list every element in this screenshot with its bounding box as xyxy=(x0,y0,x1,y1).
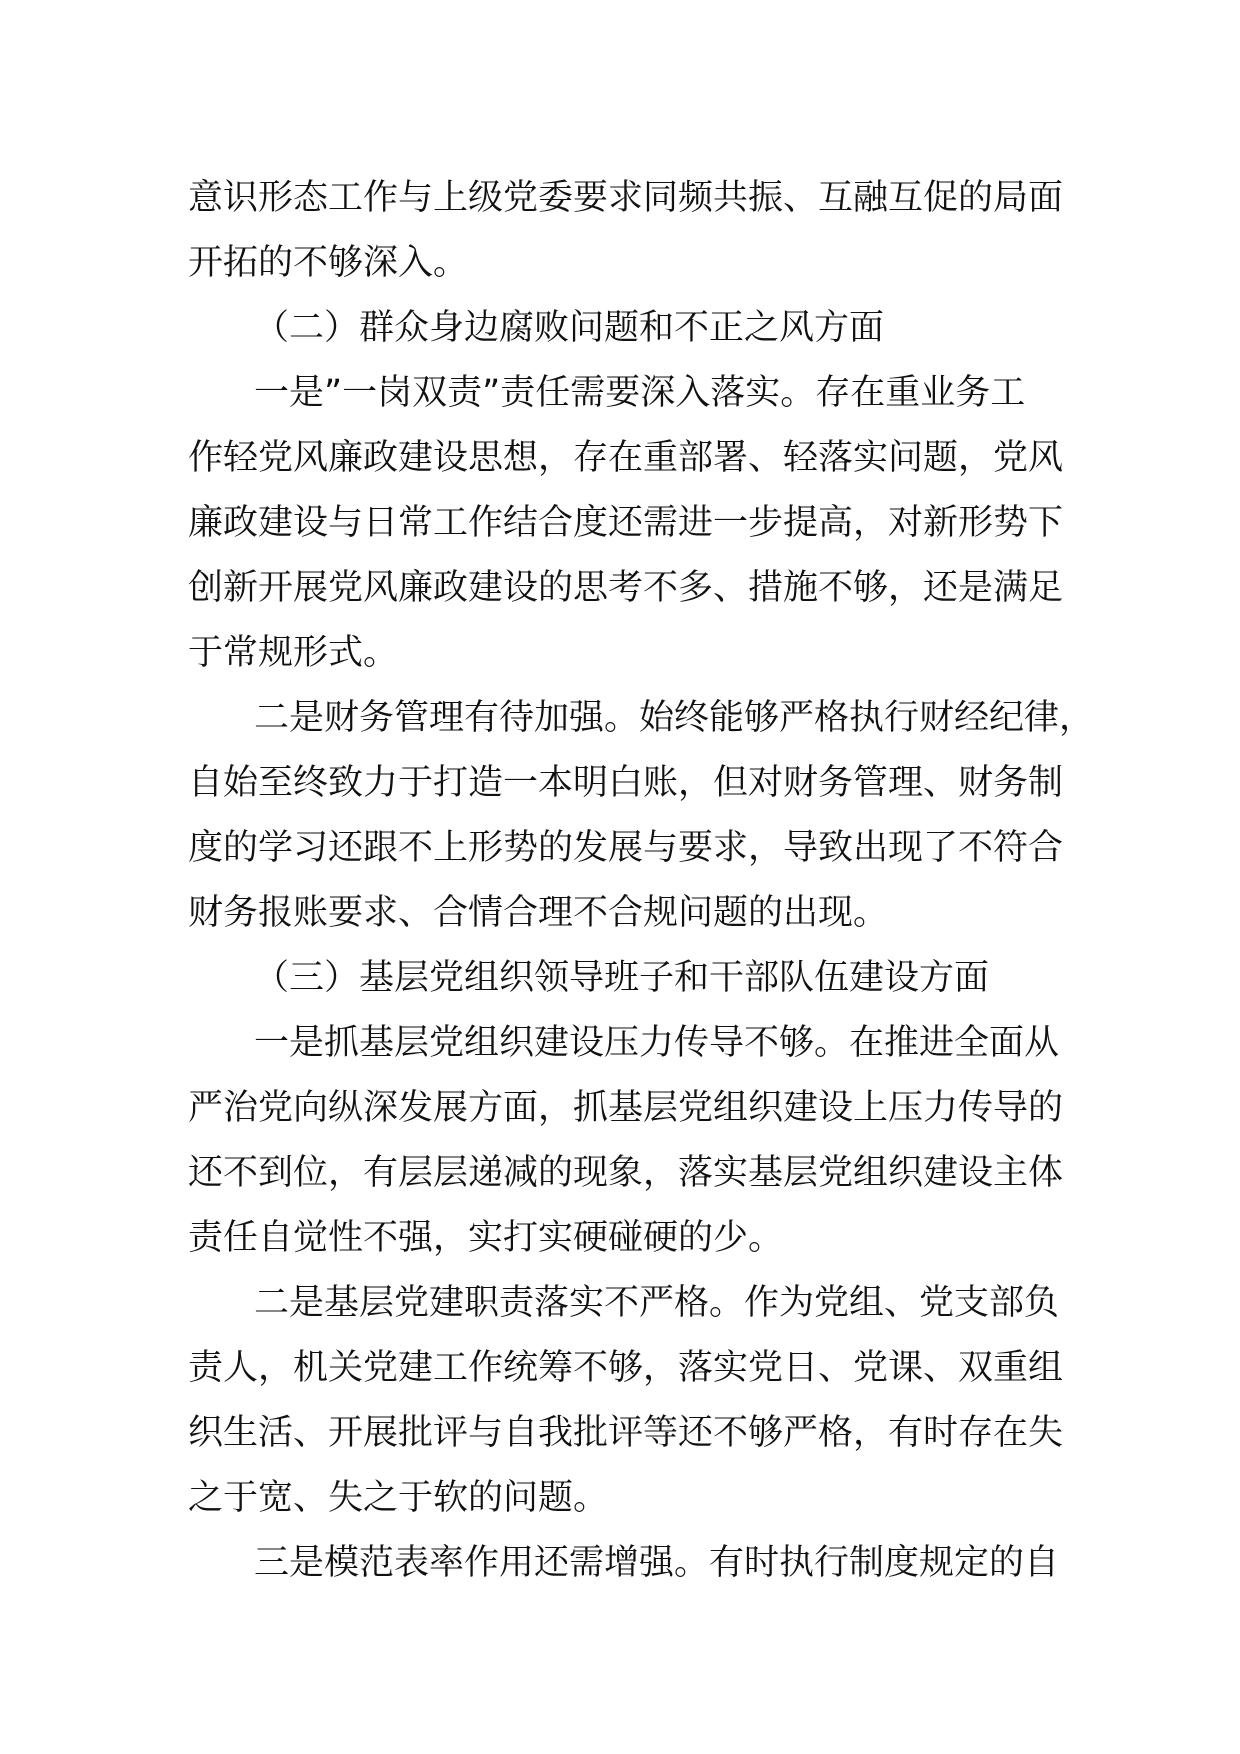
text-line: 严治党向纵深发展方面，抓基层党组织建设上压力传导的 xyxy=(188,1088,1064,1128)
text-line: 意识形态工作与上级党委要求同频共振、互融互促的局面 xyxy=(188,178,1064,218)
paragraph-start-line: 二是财务管理有待加强。始终能够严格执行财经纪律， xyxy=(254,698,1095,738)
text-line: 作轻党风廉政建设思想，存在重部署、轻落实问题，党风 xyxy=(188,438,1064,478)
text-line: 开拓的不够深入。 xyxy=(188,243,469,283)
text-line: 廉政建设与日常工作结合度还需进一步提高，对新形势下 xyxy=(188,503,1064,543)
text-line: 于常规形式。 xyxy=(188,633,399,673)
text-line: 自始至终致力于打造一本明白账，但对财务管理、财务制 xyxy=(188,763,1064,803)
text-line: 创新开展党风廉政建设的思考不多、措施不够，还是满足 xyxy=(188,568,1064,608)
section-heading: （二）群众身边腐败问题和不正之风方面 xyxy=(254,308,885,348)
text-line: 财务报账要求、合情合理不合规问题的出现。 xyxy=(188,893,889,933)
paragraph-start-line: 一是”一岗双责”责任需要深入落实。存在重业务工 xyxy=(254,373,1026,413)
text-line: 之于宽、失之于软的问题。 xyxy=(188,1478,609,1518)
text-line: 还不到位，有层层递减的现象，落实基层党组织建设主体 xyxy=(188,1153,1064,1193)
document-body xyxy=(188,166,1095,1596)
text-line: 责人，机关党建工作统筹不够，落实党日、党课、双重组 xyxy=(188,1348,1064,1388)
text-line: 织生活、开展批评与自我批评等还不够严格，有时存在失 xyxy=(188,1413,1064,1453)
paragraph-start-line: 二是基层党建职责落实不严格。作为党组、党支部负 xyxy=(254,1283,1060,1323)
paragraph-start-line: 三是模范表率作用还需增强。有时执行制度规定的自 xyxy=(254,1543,1060,1583)
paragraph-start-line: 一是抓基层党组织建设压力传导不够。在推进全面从 xyxy=(254,1023,1060,1063)
text-line: 责任自觉性不强，实打实硬碰硬的少。 xyxy=(188,1218,784,1258)
text-line: 度的学习还跟不上形势的发展与要求，导致出现了不符合 xyxy=(188,828,1064,868)
section-heading: （三）基层党组织领导班子和干部队伍建设方面 xyxy=(254,958,990,998)
